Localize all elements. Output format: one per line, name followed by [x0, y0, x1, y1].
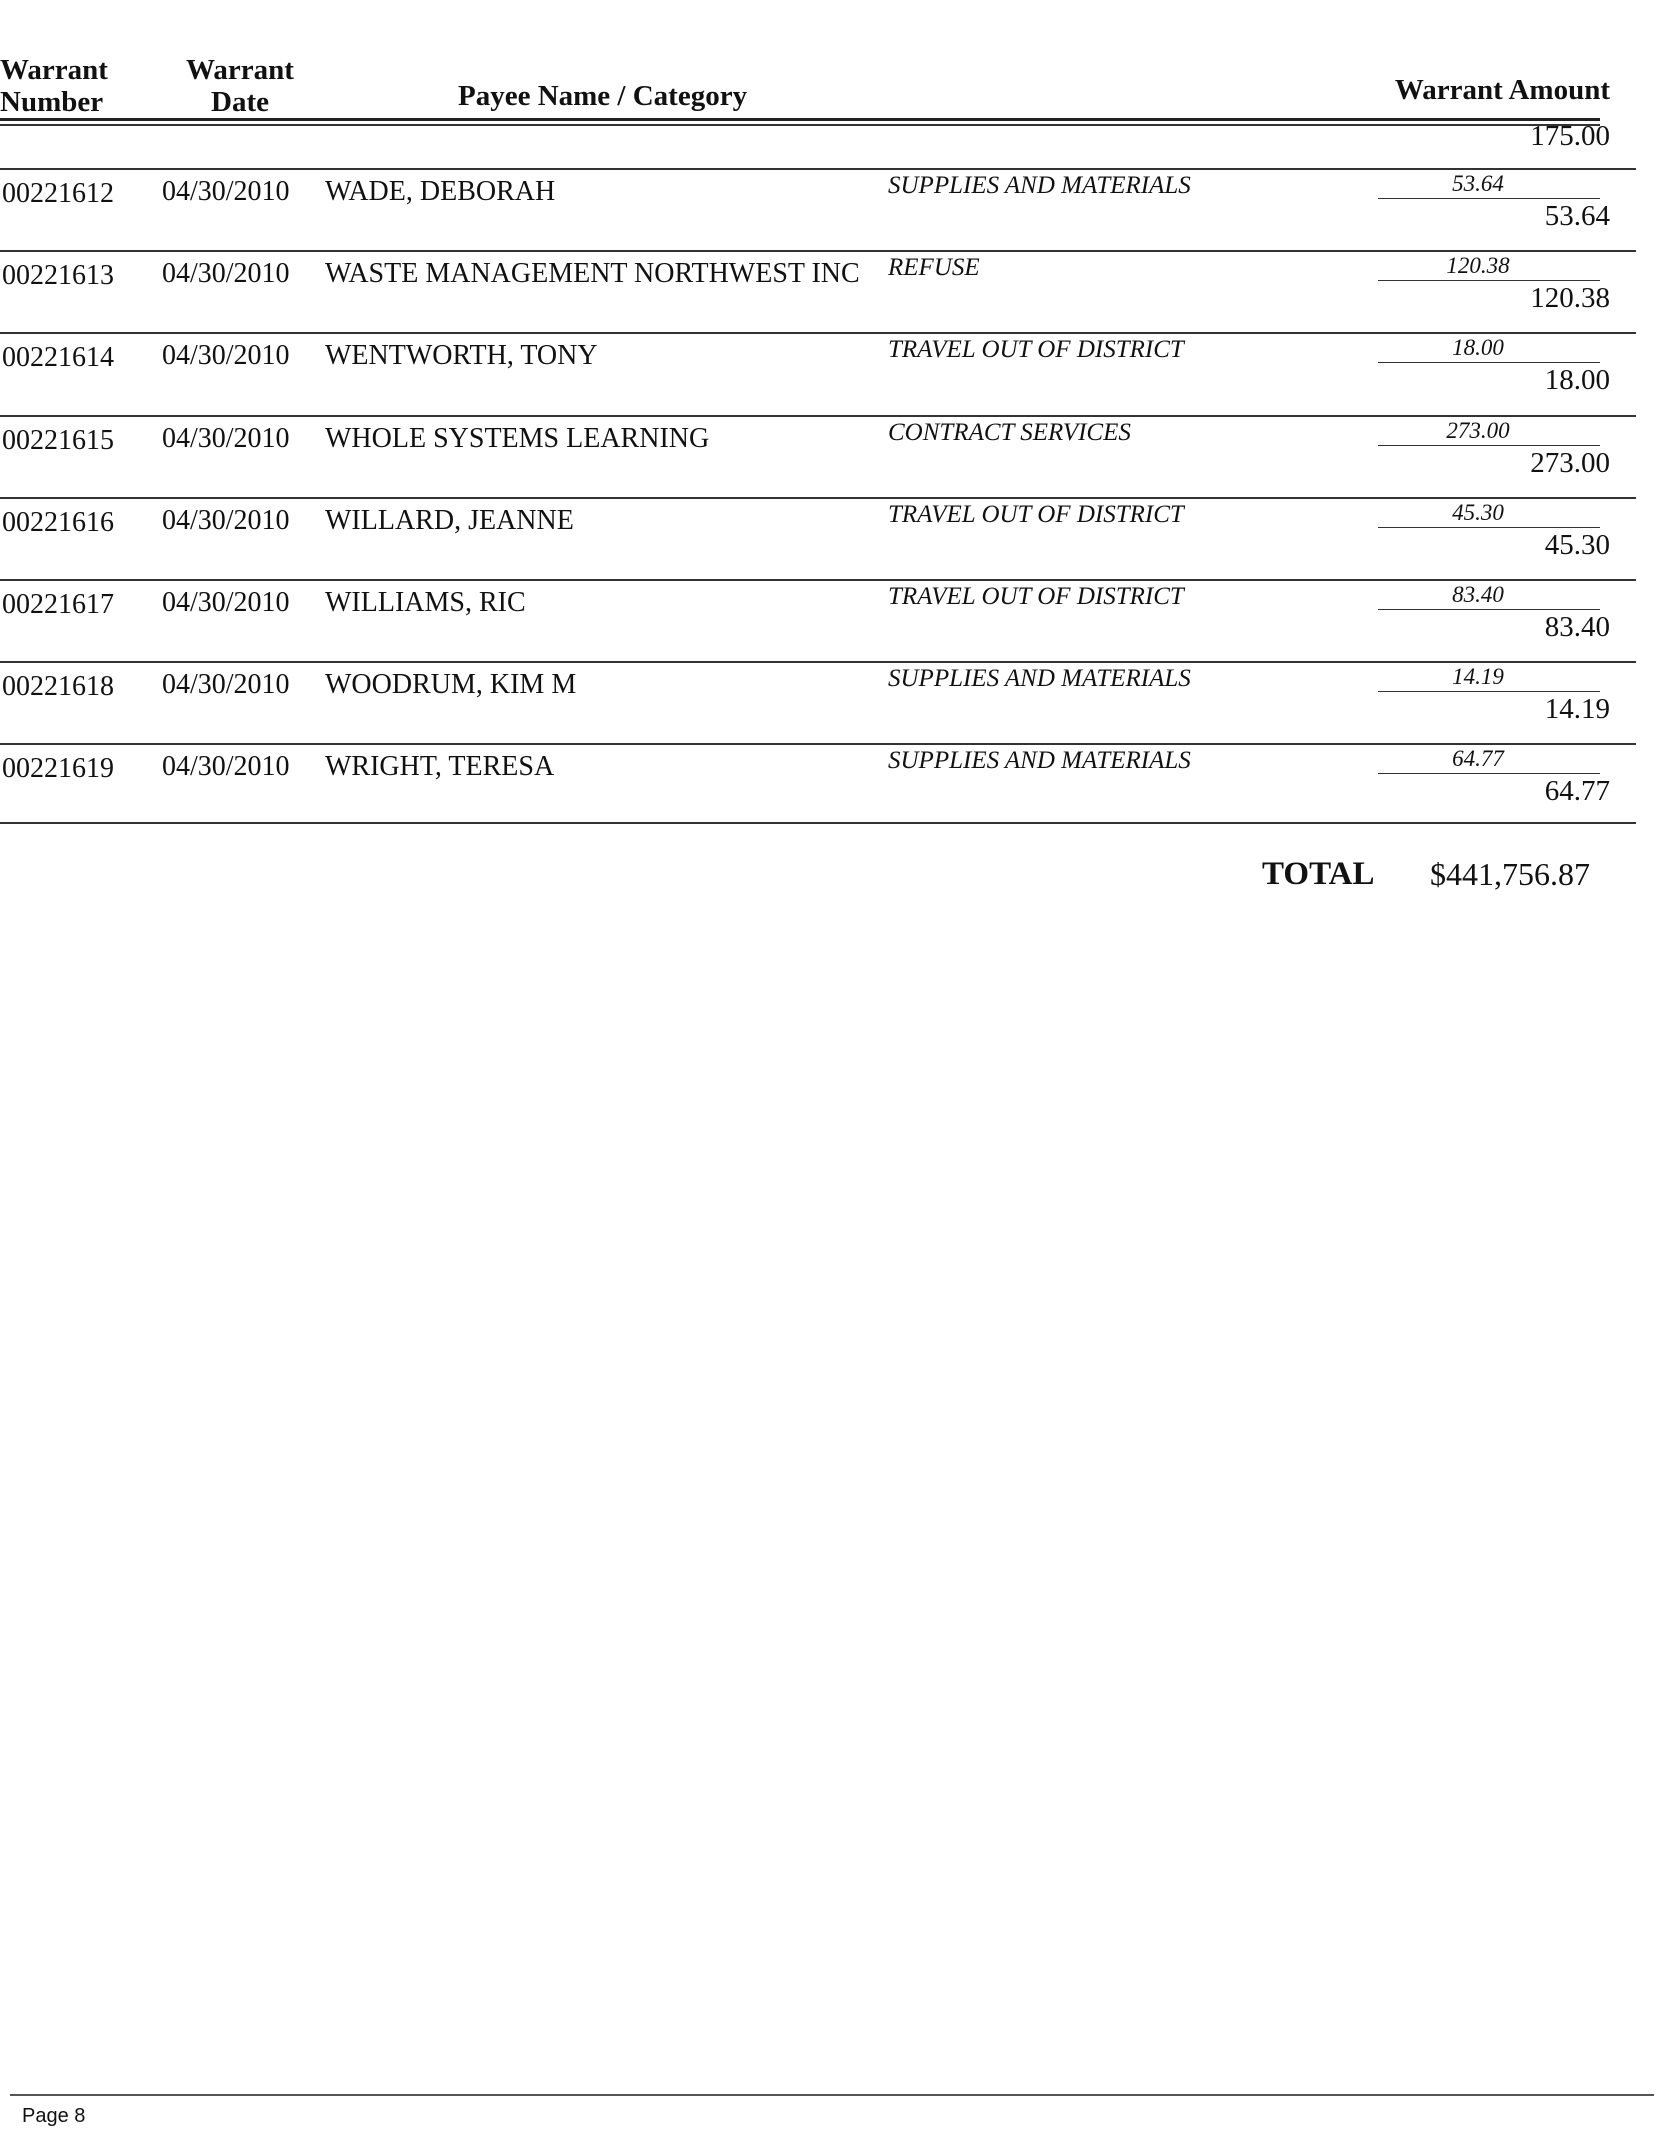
total-label: TOTAL	[1262, 856, 1375, 892]
category-amount: 18.00	[1452, 335, 1504, 361]
category-amount-rule	[1378, 362, 1600, 363]
warrant-date: 04/30/2010	[162, 669, 290, 701]
row-separator	[0, 168, 1636, 170]
row-separator	[0, 661, 1636, 663]
category-amount-rule	[1378, 445, 1600, 446]
warrant-number: 00221614	[2, 342, 114, 374]
warrant-date: 04/30/2010	[162, 176, 290, 207]
warrant-number: 00221618	[2, 671, 114, 703]
header-warrant-amount: Warrant Amount	[1394, 74, 1610, 106]
payee-name: WOODRUM, KIM M	[325, 669, 577, 701]
payee-category: REFUSE	[888, 254, 980, 282]
category-amount-rule	[1378, 527, 1600, 528]
category-amount-rule	[1378, 609, 1600, 610]
warrant-date: 04/30/2010	[162, 340, 290, 372]
warrant-number: 00221612	[2, 178, 114, 209]
warrant-date: 04/30/2010	[162, 504, 290, 536]
category-amount-rule	[1378, 773, 1600, 774]
category-amount-rule	[1378, 691, 1600, 692]
payee-category: TRAVEL OUT OF DISTRICT	[888, 336, 1184, 364]
payee-name: WILLARD, JEANNE	[325, 504, 574, 536]
warrant-amount: 83.40	[1544, 611, 1610, 643]
payee-category: SUPPLIES AND MATERIALS	[888, 172, 1191, 199]
payee-name: WASTE MANAGEMENT NORTHWEST INC	[325, 258, 860, 290]
category-amount-rule	[1378, 280, 1600, 281]
payee-name: WENTWORTH, TONY	[325, 340, 598, 372]
category-amount: 14.19	[1452, 664, 1504, 690]
warrant-number: 00221615	[2, 424, 114, 456]
warrant-amount: 53.64	[1544, 200, 1610, 232]
warrant-amount: 18.00	[1544, 364, 1610, 397]
payee-category: SUPPLIES AND MATERIALS	[888, 747, 1191, 775]
header-rule	[0, 118, 1600, 121]
row-separator	[0, 743, 1636, 745]
warrant-number: 00221617	[2, 589, 114, 620]
row-separator	[0, 497, 1636, 499]
row-separator	[0, 415, 1636, 417]
payee-category: SUPPLIES AND MATERIALS	[888, 665, 1191, 693]
warrant-date: 04/30/2010	[162, 422, 290, 454]
table-bottom-rule	[0, 822, 1636, 824]
row-separator	[0, 250, 1636, 252]
warrant-date: 04/30/2010	[162, 258, 290, 290]
category-amount: 83.40	[1452, 582, 1504, 607]
carryover-amount: 175.00	[1530, 120, 1610, 152]
row-separator	[0, 332, 1636, 334]
warrant-amount: 14.19	[1544, 693, 1610, 726]
warrant-number: 00221613	[2, 260, 114, 292]
header-warrant-date: Warrant Date	[186, 54, 294, 118]
payee-category: TRAVEL OUT OF DISTRICT	[888, 500, 1184, 528]
page-number: Page 8	[22, 2105, 86, 2127]
footer-rule	[10, 2094, 1654, 2096]
row-separator	[0, 579, 1636, 581]
category-amount-rule	[1378, 198, 1600, 199]
warrant-date: 04/30/2010	[162, 587, 290, 618]
header-rule-secondary	[0, 124, 1600, 126]
payee-category: TRAVEL OUT OF DISTRICT	[888, 583, 1184, 610]
category-amount: 120.38	[1446, 253, 1510, 279]
total-value: $441,756.87	[1430, 856, 1590, 892]
payee-name: WADE, DEBORAH	[325, 176, 556, 207]
payee-name: WHOLE SYSTEMS LEARNING	[325, 422, 710, 454]
header-warrant-number: Warrant Number	[0, 54, 108, 118]
header-payee-category: Payee Name / Category	[458, 80, 748, 112]
category-amount: 273.00	[1446, 417, 1510, 443]
warrant-amount: 273.00	[1530, 446, 1610, 479]
category-amount: 64.77	[1452, 746, 1504, 772]
warrant-number: 00221619	[2, 753, 114, 785]
warrant-date: 04/30/2010	[162, 751, 290, 783]
warrant-number: 00221616	[2, 506, 114, 538]
warrant-amount: 120.38	[1530, 282, 1610, 315]
payee-name: WILLIAMS, RIC	[325, 587, 526, 618]
warrant-amount: 45.30	[1544, 528, 1610, 561]
category-amount: 53.64	[1452, 171, 1504, 196]
warrant-amount: 64.77	[1544, 775, 1610, 808]
payee-name: WRIGHT, TERESA	[325, 751, 555, 783]
payee-category: CONTRACT SERVICES	[888, 418, 1131, 446]
category-amount: 45.30	[1452, 499, 1504, 525]
